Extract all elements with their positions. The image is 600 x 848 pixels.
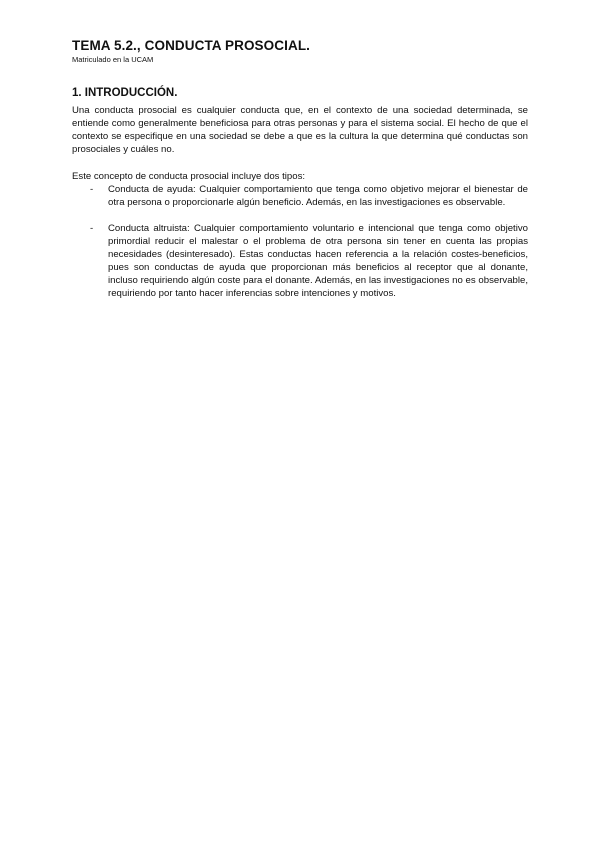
document-title: TEMA 5.2., CONDUCTA PROSOCIAL. [72, 38, 311, 53]
types-list [72, 183, 528, 300]
dash-bullet: - [90, 184, 94, 195]
document-subtitle: Matriculado en la UCAM [72, 55, 154, 64]
list-item [72, 183, 528, 209]
types-lead-paragraph: Este concepto de conducta prosocial incluye dos tipos: [72, 171, 306, 182]
list-item [72, 222, 528, 300]
dash-bullet: - [90, 223, 94, 234]
intro-paragraph: Una conducta prosocial es cualquier conducta que, en el contexto de una sociedad determinada, se entiende como generalmente beneficiosa para otras personas y para el sistema social. El hecho de que el contexto se especifique en una sociedad se debe a que es la cultura la que determina qué conductas son prosociales y cuáles no. [72, 105, 528, 155]
list-item-text: Conducta altruista: Cualquier comportamiento voluntario e intencional que tenga como objetivo primordial reducir el malestar o el problema de otra persona sin tener en cuenta las propias necesidades (desinteresado). Estas conductas hacen referencia a la relación costes-beneficios, pues son conductas de ayuda que proporcionan más beneficios al receptor que al donante, incluso requiriendo algún coste para el donante. Además, en las investigaciones no es observable, requiriendo por tanto hacer inferencias sobre intenciones y motivos. [108, 223, 528, 299]
section-heading: 1. INTRODUCCIÓN. [72, 87, 178, 99]
list-item-text: Conducta de ayuda: Cualquier comportamiento que tenga como objetivo mejorar el bienestar de otra persona o proporcionarle algún beneficio. Además, en las investigaciones es observable. [108, 184, 528, 208]
document-page [72, 38, 528, 300]
